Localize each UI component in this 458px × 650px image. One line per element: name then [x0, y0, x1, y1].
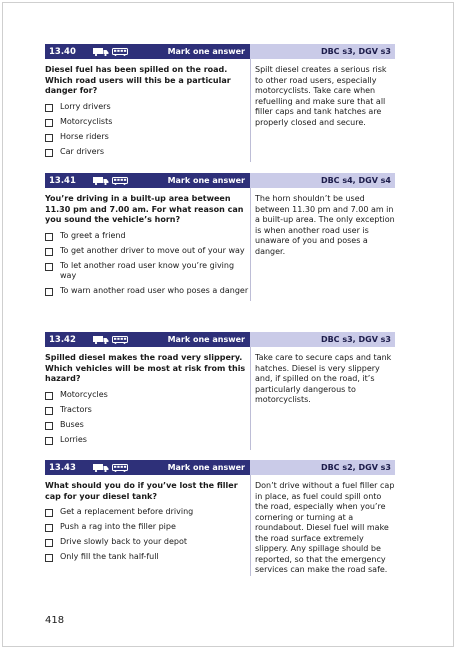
- checkbox[interactable]: [45, 407, 53, 415]
- answer-option[interactable]: To greet a friend: [45, 231, 250, 242]
- answer-option[interactable]: Only fill the tank half-full: [45, 552, 250, 563]
- lorry-icon: [93, 48, 109, 56]
- answer-option[interactable]: Buses: [45, 420, 250, 431]
- checkbox[interactable]: [45, 392, 53, 400]
- question-header: [45, 173, 395, 188]
- question-text: What should you do if you’ve lost the filler cap for your diesel tank?: [45, 481, 238, 501]
- explanation: Don’t drive without a fuel filler cap in place, as fuel could spill onto the road, especially when you’re cornering or turning at a roundabout. Diesel fuel will make the road surface extremely slippery. Any spillage should be reported, so that the emergency services can make the road safe.: [250, 475, 395, 576]
- question-text: Diesel fuel has been spilled on the road. Which road users will this be a particular danger for?: [45, 65, 231, 95]
- explanation: Take care to secure caps and tank hatches. Diesel is very slippery and, if spilled on the road, it’s particularly dangerous to motorcyclists.: [250, 347, 395, 450]
- question-block-13-40: [45, 44, 395, 162]
- syllabus-ref: DBC s4, DGV s4: [250, 173, 395, 188]
- mark-label: Mark one answer: [167, 463, 245, 472]
- question-number: 13.43: [49, 462, 76, 473]
- checkbox[interactable]: [45, 524, 53, 532]
- question-block-13-42: [45, 332, 395, 450]
- answer-option[interactable]: Get a replacement before driving: [45, 507, 250, 518]
- bus-icon: [112, 464, 128, 472]
- checkbox[interactable]: [45, 149, 53, 157]
- bus-icon: [112, 48, 128, 56]
- answer-option[interactable]: Horse riders: [45, 132, 250, 143]
- bus-icon: [112, 177, 128, 185]
- answer-option[interactable]: To let another road user know you’re giving way: [45, 261, 250, 282]
- explanation: Spilt diesel creates a serious risk to other road users, especially motorcyclists. Take care when refuelling and make sure that all filler caps and tank hatches are properly closed and secure.: [250, 59, 395, 162]
- checkbox[interactable]: [45, 422, 53, 430]
- answer-option[interactable]: Push a rag into the filler pipe: [45, 522, 250, 533]
- checkbox[interactable]: [45, 509, 53, 517]
- checkbox[interactable]: [45, 554, 53, 562]
- bus-icon: [112, 336, 128, 344]
- mark-label: Mark one answer: [167, 176, 245, 185]
- checkbox[interactable]: [45, 104, 53, 112]
- checkbox[interactable]: [45, 233, 53, 241]
- question-text: Spilled diesel makes the road very slippery. Which vehicles will be most at risk from this hazard?: [45, 353, 246, 383]
- answer-option[interactable]: To get another driver to move out of your way: [45, 246, 250, 257]
- question-header: [45, 44, 395, 59]
- question-number: 13.40: [49, 46, 76, 57]
- mark-label: Mark one answer: [167, 335, 245, 344]
- answer-option[interactable]: Drive slowly back to your depot: [45, 537, 250, 548]
- question-text: You’re driving in a built-up area between 11.30 pm and 7.00 am. For what reason can you sound the vehicle’s horn?: [45, 194, 244, 224]
- answer-option[interactable]: Lorry drivers: [45, 102, 250, 113]
- answer-option[interactable]: Motorcyclists: [45, 117, 250, 128]
- lorry-icon: [93, 177, 109, 185]
- question-block-13-41: [45, 173, 395, 301]
- checkbox[interactable]: [45, 539, 53, 547]
- answer-option[interactable]: To warn another road user who poses a danger: [45, 286, 250, 297]
- mark-label: Mark one answer: [167, 47, 245, 56]
- checkbox[interactable]: [45, 288, 53, 296]
- lorry-icon: [93, 336, 109, 344]
- question-number: 13.41: [49, 175, 76, 186]
- question-header: [45, 332, 395, 347]
- answer-option[interactable]: Tractors: [45, 405, 250, 416]
- answer-option[interactable]: Lorries: [45, 435, 250, 446]
- checkbox[interactable]: [45, 248, 53, 256]
- checkbox[interactable]: [45, 263, 53, 271]
- syllabus-ref: DBC s3, DGV s3: [250, 332, 395, 347]
- syllabus-ref: DBC s2, DGV s3: [250, 460, 395, 475]
- question-block-13-43: [45, 460, 395, 576]
- page-number: 418: [45, 615, 65, 626]
- answer-option[interactable]: Car drivers: [45, 147, 250, 158]
- answer-option[interactable]: Motorcycles: [45, 390, 250, 401]
- explanation: The horn shouldn’t be used between 11.30 pm and 7.00 am in a built-up area. The only exception is when another road user is unaware of you and poses a danger.: [250, 188, 395, 301]
- checkbox[interactable]: [45, 119, 53, 127]
- lorry-icon: [93, 464, 109, 472]
- syllabus-ref: DBC s3, DGV s3: [250, 44, 395, 59]
- question-number: 13.42: [49, 334, 76, 345]
- checkbox[interactable]: [45, 437, 53, 445]
- question-header: [45, 460, 395, 475]
- checkbox[interactable]: [45, 134, 53, 142]
